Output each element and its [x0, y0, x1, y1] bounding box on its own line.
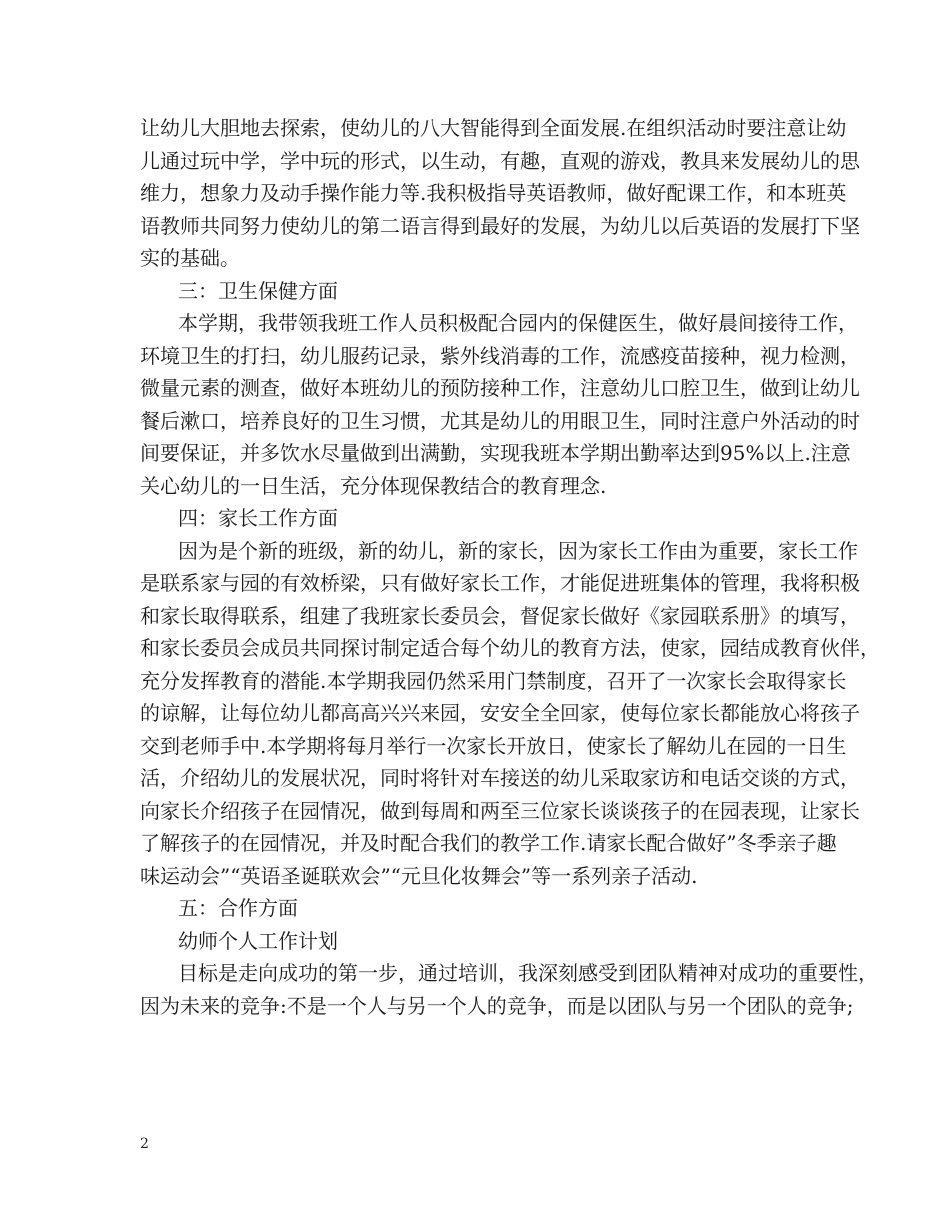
subheading: 幼师个人工作计划	[178, 928, 338, 953]
text-line: 关心幼儿的一日生活，充分体现保教结合的教育理念.	[140, 473, 607, 498]
text-line: 因为未来的竞争:不是一个人与另一个人的竞争，而是以团队与另一个团队的竞争;	[140, 993, 854, 1018]
text-line: 和家长委员会成员共同探讨制定适合每个幼儿的教育方法，使家，园结成教育伙伴，	[140, 636, 880, 660]
text-line: 让幼儿大胆地去探索，使幼儿的八大智能得到全面发展.在组织活动时要注意让幼	[140, 116, 847, 140]
text-line: 交到老师手中.本学期将每月举行一次家长开放日，使家长了解幼儿在园的一日生	[140, 733, 847, 758]
text-line: 间要保证，并多饮水尽量做到出满勤，实现我班本学期出勤率达到95%以上.注意	[140, 441, 851, 465]
paragraph-first-line: 目标是走向成功的第一步，通过培训，我深刻感受到团队精神对成功的重要性，	[178, 961, 878, 985]
page-number: 2	[140, 1136, 149, 1152]
text-line: 了解孩子的在园情况，并及时配合我们的教学工作.请家长配合做好”冬季亲子趣	[140, 831, 837, 855]
text-line: 充分发挥教育的潜能.本学期我园仍然采用门禁制度，召开了一次家长会取得家长	[140, 668, 847, 693]
text-line: 味运动会”“英语圣诞联欢会”“元旦化妆舞会”等一系列亲子活动.	[140, 863, 698, 888]
text-line: 和家长取得联系，组建了我班家长委员会，督促家长做好《家园联系册》的填写，	[140, 603, 860, 628]
section-heading: 三：卫生保健方面	[178, 278, 338, 303]
document-body	[140, 112, 880, 1022]
text-line: 餐后漱口，培养良好的卫生习惯，尤其是幼儿的用眼卫生，同时注意户外活动的时	[140, 408, 860, 433]
text-line: 维力，想象力及动手操作能力等.我积极指导英语教师，做好配课工作，和本班英	[140, 181, 847, 205]
text-line: 语教师共同努力使幼儿的第二语言得到最好的发展，为幼儿以后英语的发展打下坚	[140, 213, 860, 238]
section-heading: 五：合作方面	[178, 896, 298, 920]
text-line: 实的基础。	[140, 246, 240, 270]
paragraph-first-line: 因为是个新的班级，新的幼儿，新的家长，因为家长工作由为重要，家长工作	[178, 538, 858, 563]
text-line: 的谅解，让每位幼儿都高高兴兴来园，安安全全回家，使每位家长都能放心将孩子	[140, 701, 860, 725]
paragraph-first-line: 本学期，我带领我班工作人员积极配合园内的保健医生，做好晨间接待工作，	[178, 311, 858, 335]
section-heading: 四：家长工作方面	[178, 506, 338, 530]
text-line: 向家长介绍孩子在园情况，做到每周和两至三位家长谈谈孩子的在园表现，让家长	[140, 798, 860, 823]
text-line: 是联系家与园的有效桥梁，只有做好家长工作，才能促进班集体的管理，我将积极	[140, 571, 860, 595]
text-line: 环境卫生的打扫，幼儿服药记录，紫外线消毒的工作，流感疫苗接种，视力检测，	[140, 343, 860, 368]
text-line: 活，介绍幼儿的发展状况，同时将针对车接送的幼儿采取家访和电话交谈的方式，	[140, 766, 860, 790]
text-line: 微量元素的测查，做好本班幼儿的预防接种工作，注意幼儿口腔卫生，做到让幼儿	[140, 376, 860, 400]
text-line: 儿通过玩中学，学中玩的形式，以生动，有趣，直观的游戏，教具来发展幼儿的思	[140, 148, 860, 173]
